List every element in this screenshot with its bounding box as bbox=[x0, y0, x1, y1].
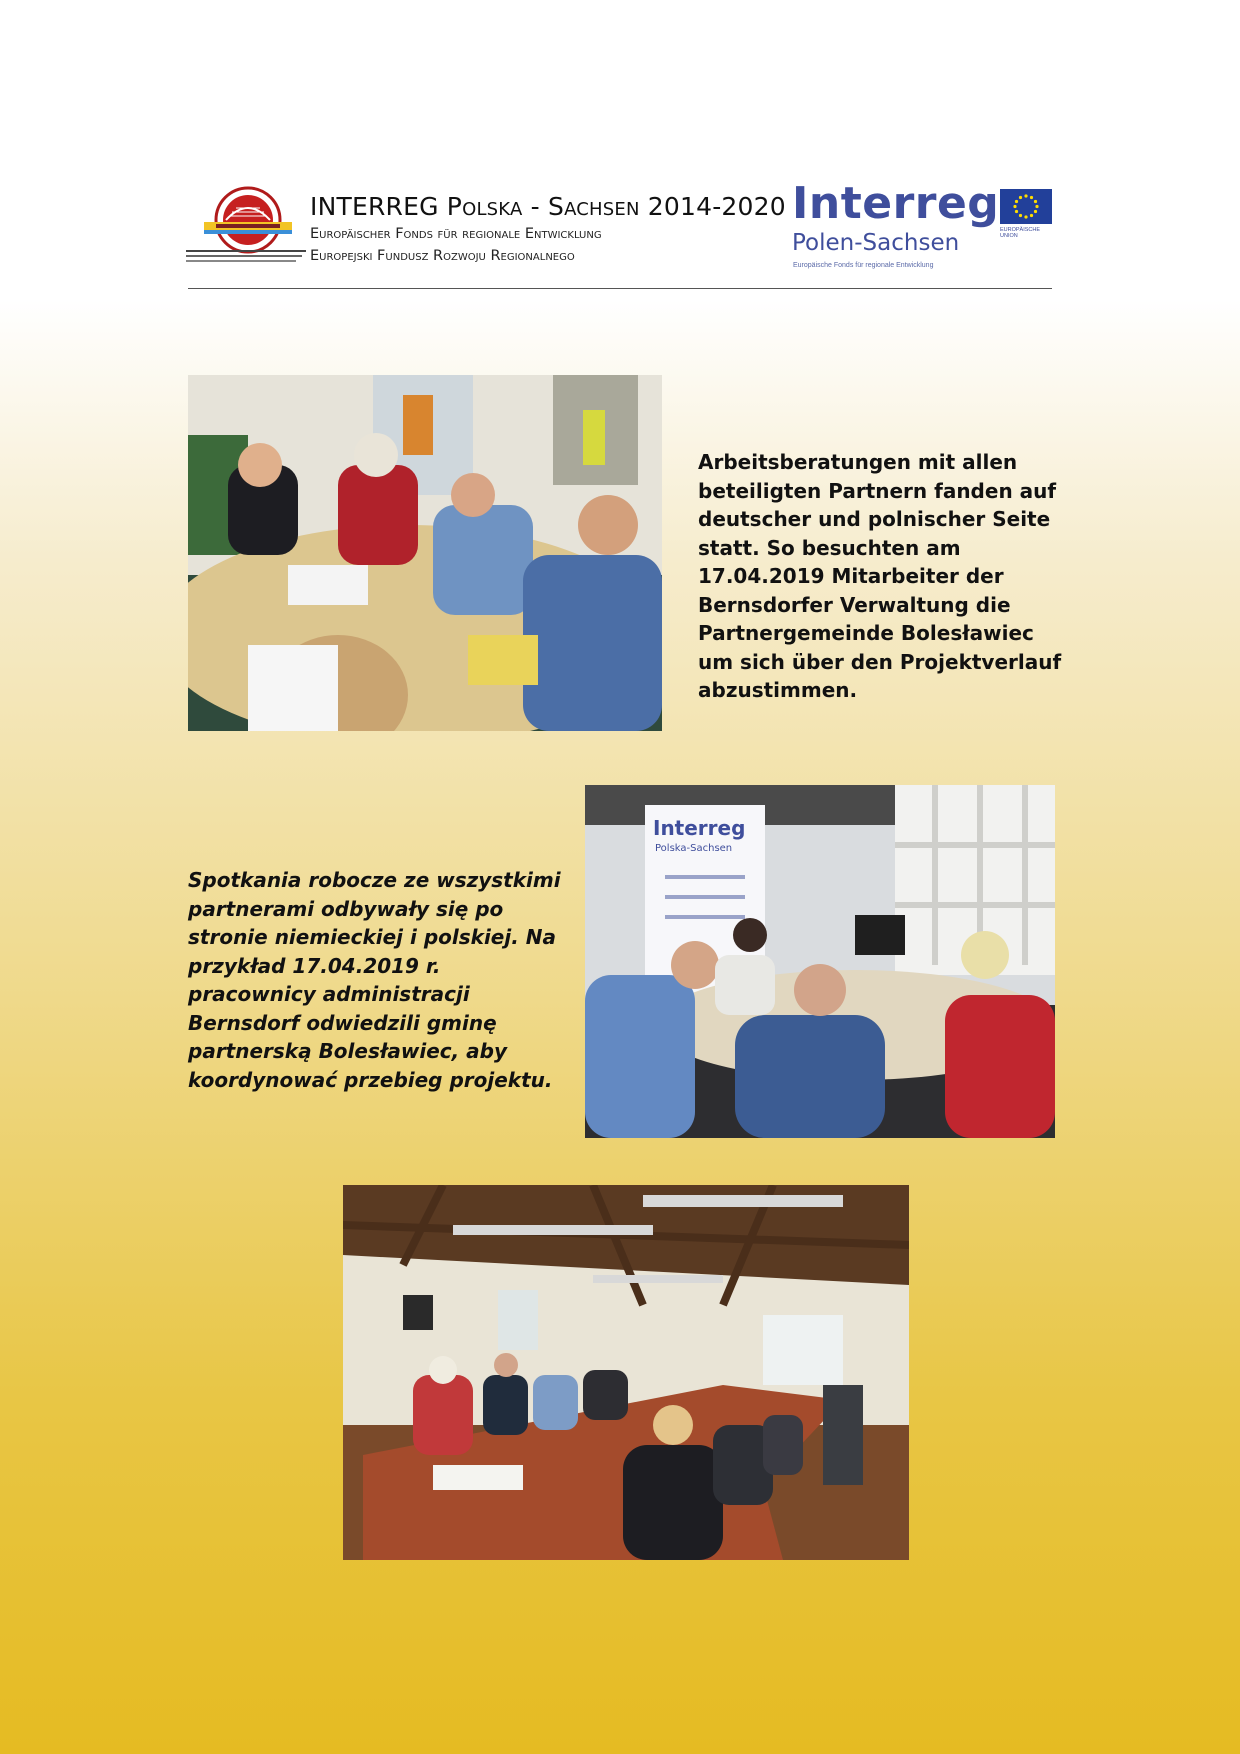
partner-logo bbox=[186, 186, 306, 266]
header-divider bbox=[188, 288, 1052, 289]
header-subtitle-de: Europäischer Fonds für regionale Entwicklung bbox=[310, 226, 602, 242]
banner-word: Interreg bbox=[653, 816, 746, 840]
interreg-logo-program: Polen-Sachsen bbox=[792, 230, 960, 256]
meeting-photo-banner bbox=[585, 785, 1055, 1138]
banner-program: Polska-Sachsen bbox=[655, 843, 733, 854]
header-subtitle-pl: Europejski Fundusz Rozwoju Regionalnego bbox=[310, 248, 575, 264]
eu-flag-icon bbox=[1000, 189, 1052, 224]
caption-polish: Spotkania robocze ze wszystkimi partnerami odbywały się po stronie niemieckiej i polskiej. Na przykład 17.04.2019 r. pracownicy administracji Bernsdorf odwiedzili gminę partnerską Bolesławiec, aby koordynować przebieg projektu. bbox=[188, 868, 561, 1092]
meeting-photo-conference-room bbox=[343, 1185, 909, 1560]
caption-german: Arbeitsberatungen mit allen beteiligten Partnern fanden auf deutscher und polnischer Seite statt. So besuchten am 17.04.2019 Mitarbeiter der Bernsdorfer Verwaltung die Partnergemeinde Bolesławiec um sich über den Projektverlauf abzustimmen. bbox=[698, 450, 1062, 702]
eu-label: EUROPÄISCHE UNION bbox=[1000, 227, 1041, 239]
header-title: INTERREG Polska - Sachsen 2014-2020 bbox=[310, 192, 786, 221]
interreg-logo-word: Interreg bbox=[792, 178, 1000, 229]
interreg-logo-tagline: Europäische Fonds für regionale Entwicklung bbox=[793, 262, 934, 269]
meeting-photo-office bbox=[188, 375, 662, 731]
